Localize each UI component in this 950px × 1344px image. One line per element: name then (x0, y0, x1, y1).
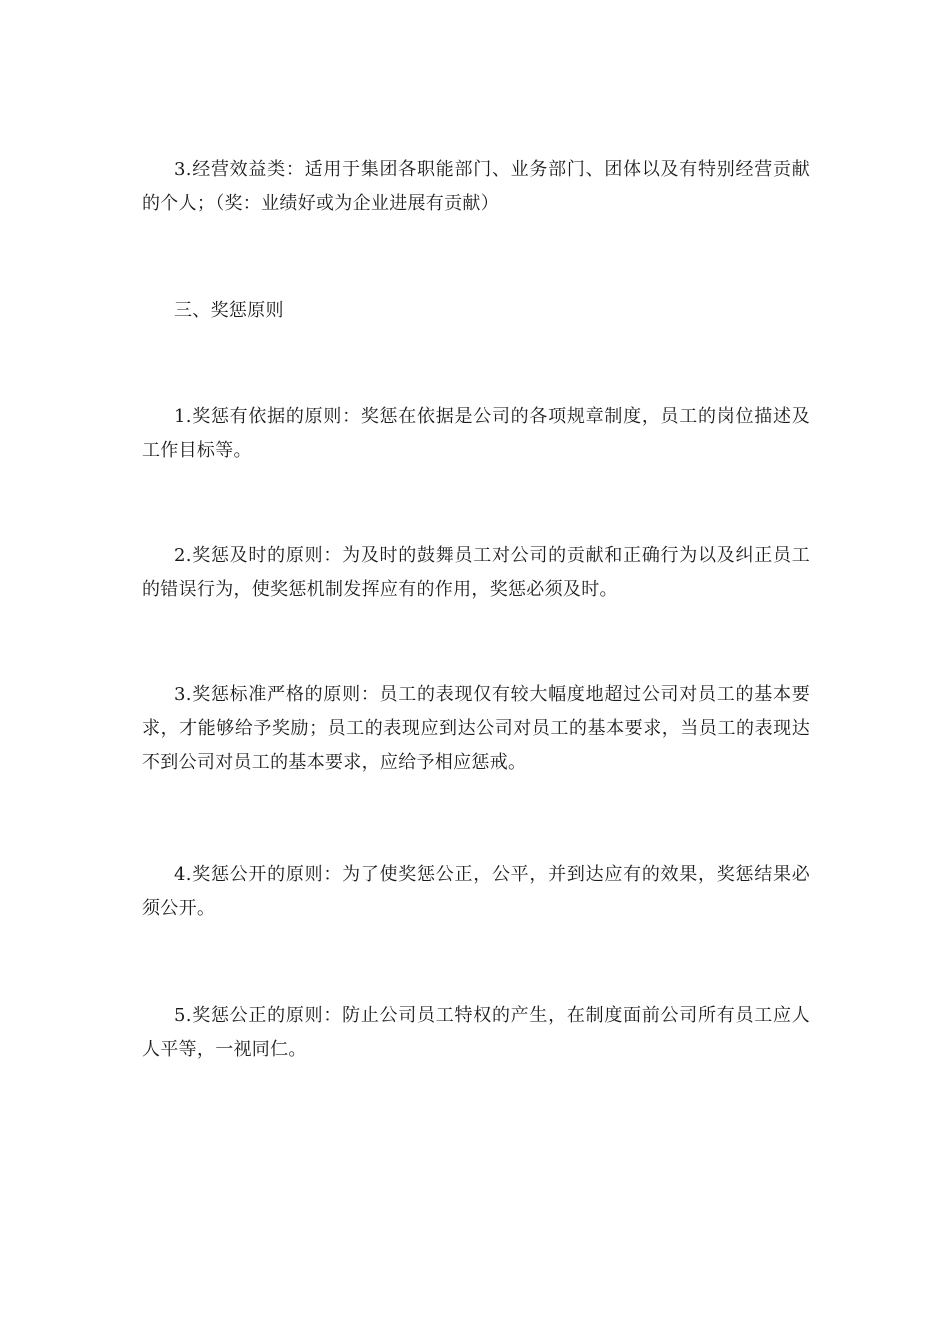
paragraph-principle-fairness: 5.奖惩公正的原则：防止公司员工特权的产生，在制度面前公司所有员工应人人平等，一视同仁。 (142, 1005, 810, 1060)
paragraph-business-benefit: 3.经营效益类：适用于集团各职能部门、业务部门、团体以及有特别经营贡献的个人；（奖：业绩好或为企业进展有贡献） (142, 159, 810, 214)
paragraph-principle-timely: 2.奖惩及时的原则：为及时的鼓舞员工对公司的贡献和正确行为以及纠正员工的错误行为，使奖惩机制发挥应有的作用，奖惩必须及时。 (142, 545, 810, 600)
paragraph-principle-basis: 1.奖惩有依据的原则：奖惩在依据是公司的各项规章制度，员工的岗位描述及工作目标等。 (142, 406, 810, 461)
section-heading-reward-punishment-principles: 三、奖惩原则 (174, 300, 284, 321)
paragraph-principle-openness: 4.奖惩公开的原则：为了使奖惩公正，公平，并到达应有的效果，奖惩结果必须公开。 (142, 864, 810, 919)
paragraph-principle-strict-standard: 3.奖惩标准严格的原则：员工的表现仅有较大幅度地超过公司对员工的基本要求，才能够给予奖励；员工的表现应到达公司对员工的基本要求，当员工的表现达不到公司对员工的基本要求，应给予相应惩戒。 (142, 684, 810, 773)
